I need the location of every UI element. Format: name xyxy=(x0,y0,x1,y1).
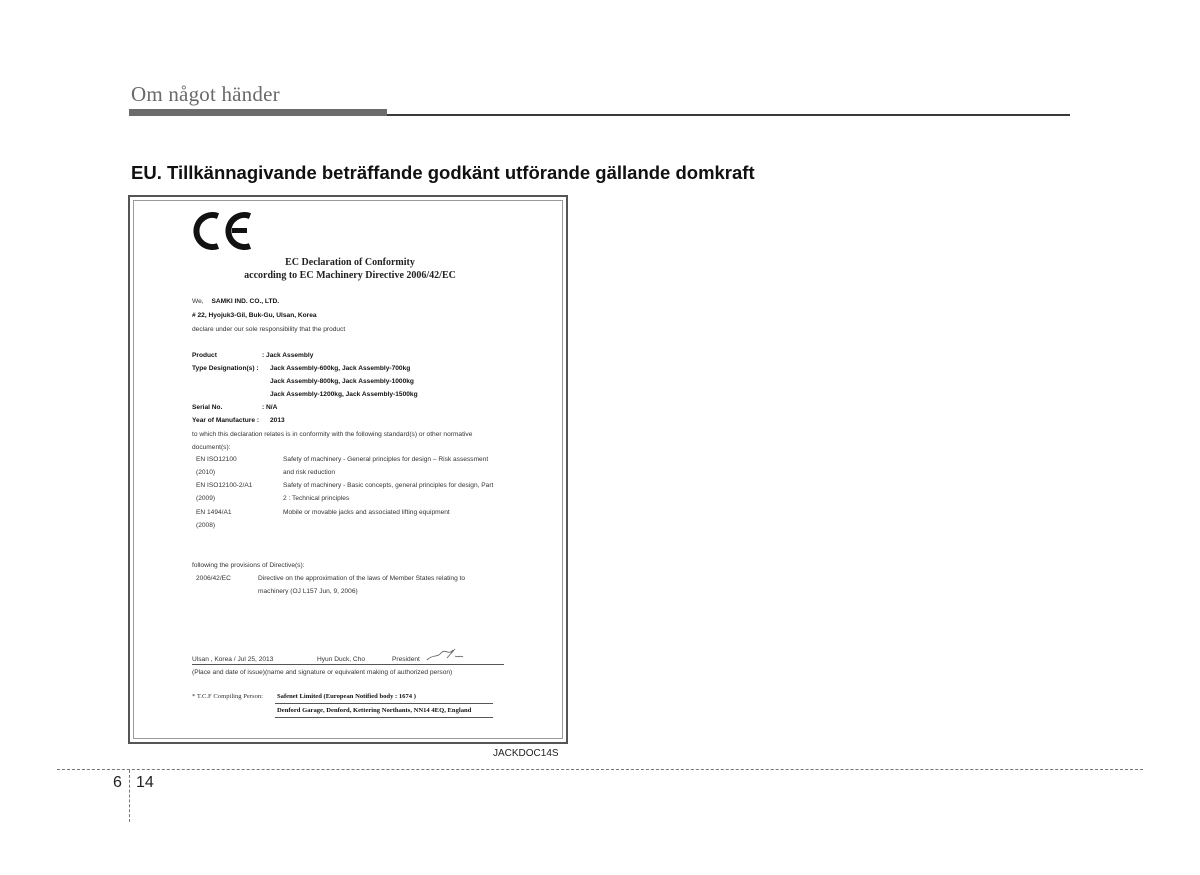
standard-desc: Safety of machinery - General principles for design – Risk assessment xyxy=(283,456,489,463)
standard-desc-cont: and risk reduction xyxy=(283,469,336,476)
signer-name: Hyun Duck, Cho xyxy=(317,656,366,663)
directive-desc-1: Directive on the approximation of the laws of Member States relating to xyxy=(258,575,466,582)
signature-line xyxy=(192,664,504,665)
page-heading: EU. Tillkännagivande beträffande godkänt utförande gällande domkraft xyxy=(131,162,755,183)
footer-dashed-divider xyxy=(129,770,130,822)
product-value: : Jack Assembly xyxy=(262,352,314,359)
conformity-line-1: to which this declaration relates is in conformity with the following standard(s) or other normative xyxy=(192,431,473,438)
certificate-title-line1: EC Declaration of Conformity xyxy=(285,257,415,268)
signature-image xyxy=(425,646,465,664)
we-label: We, xyxy=(192,298,204,305)
standard-year: (2010) xyxy=(196,469,216,476)
section-title: Om något händer xyxy=(131,82,280,106)
type-line-3: Jack Assembly-1200kg, Jack Assembly-1500kg xyxy=(270,391,418,398)
chapter-number: 6 xyxy=(113,774,122,791)
year-label: Year of Manufacture : xyxy=(192,417,260,424)
tcf-label: * T.C.F Compiling Person: xyxy=(192,693,264,700)
header-rule-thick xyxy=(129,109,387,116)
signer-title: President xyxy=(392,656,420,663)
declare-text: declare under our sole responsibility that the product xyxy=(192,326,346,333)
serial-label: Serial No. xyxy=(192,404,223,411)
type-line-2: Jack Assembly-800kg, Jack Assembly-1000kg xyxy=(270,378,414,385)
footer-dashed-rule xyxy=(57,769,1143,770)
directive-code: 2006/42/EC xyxy=(196,575,231,582)
standard-desc-cont: 2 : Technical principles xyxy=(283,495,350,502)
header-rule-thin xyxy=(387,114,1070,116)
standard-code: EN ISO12100 xyxy=(196,456,237,463)
product-label: Product xyxy=(192,352,217,359)
standard-year: (2009) xyxy=(196,495,216,502)
year-value: 2013 xyxy=(270,417,285,424)
company-name: SAMKI IND. CO., LTD. xyxy=(211,298,280,305)
place-date: Ulsan , Korea / Jul 25, 2013 xyxy=(192,656,274,663)
directive-desc-2: machinery (OJ L157 Jun, 9, 2006) xyxy=(258,588,358,595)
document-code: JACKDOC14S xyxy=(493,748,559,759)
page-number: 14 xyxy=(136,774,154,791)
standard-code: EN ISO12100-2/A1 xyxy=(196,482,253,489)
tcf-line-2: Denford Garage, Denford, Kettering Northants, NN14 4EQ, England xyxy=(277,707,472,714)
certificate-image xyxy=(128,195,568,744)
standard-year: (2008) xyxy=(196,522,216,529)
certificate-title-line2: according to EC Machinery Directive 2006/42/EC xyxy=(244,270,456,281)
standard-desc: Safety of machinery - Basic concepts, general principles for design, Part xyxy=(283,482,494,489)
place-caption: (Place and date of issue)(name and signature or equivalent making of authorized person) xyxy=(192,669,453,676)
standard-code: EN 1494/A1 xyxy=(196,509,232,516)
type-line-1: Jack Assembly-600kg, Jack Assembly-700kg xyxy=(270,365,411,372)
company-address: # 22, Hyojuk3-Gil, Buk-Gu, Ulsan, Korea xyxy=(192,312,317,319)
type-label: Type Designation(s) : xyxy=(192,365,259,372)
tcf-line-1-rule xyxy=(275,703,493,704)
tcf-line-2-rule xyxy=(275,717,493,718)
conformity-line-2: document(s): xyxy=(192,444,231,451)
standard-desc: Mobile or movable jacks and associated lifting equipment xyxy=(283,509,450,516)
provisions-text: following the provisions of Directive(s): xyxy=(192,562,305,569)
ce-mark-icon xyxy=(190,210,256,252)
serial-value: : N/A xyxy=(262,404,278,411)
tcf-line-1: Safenet Limited (European Notified body : 1674 ) xyxy=(277,693,416,700)
